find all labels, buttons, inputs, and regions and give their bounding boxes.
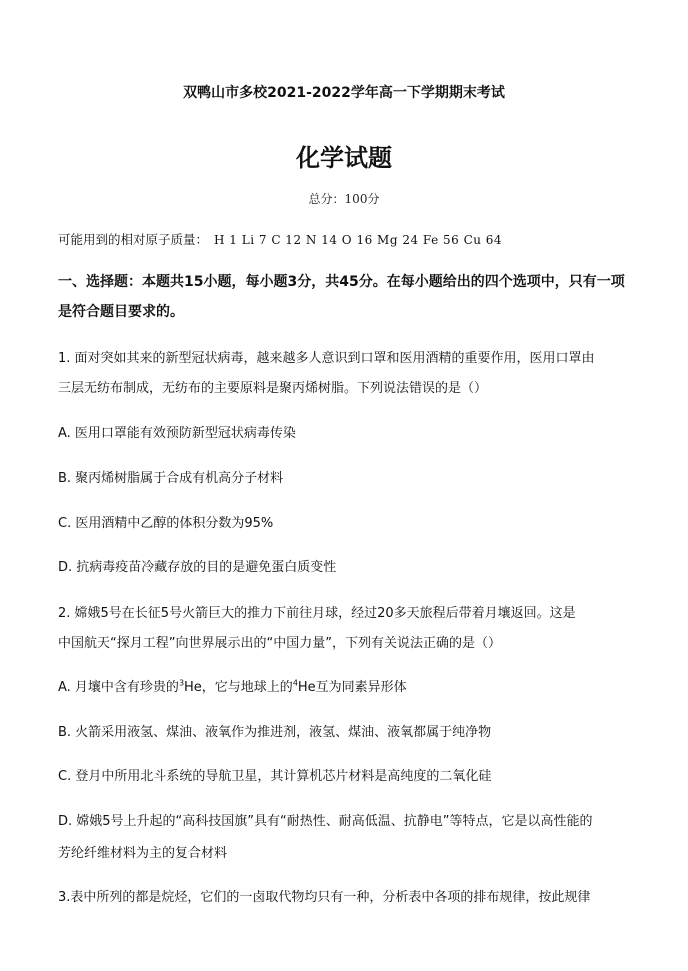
option-a-text-end: He互为同素异形体	[297, 680, 407, 695]
question-2-option-d-line-2: 芳纶纤维材料为主的复合材料	[58, 846, 228, 861]
atomic-masses-line	[58, 230, 638, 248]
exam-title: 双鸭山市多校2021-2022学年高一下学期期末考试	[183, 85, 505, 101]
atomic-masses-values: H 1 Li 7 C 12 N 14 O 16 Mg 24 Fe 56 Cu 64	[214, 233, 503, 247]
total-score: 总分：100分	[308, 192, 380, 206]
question-2-option-d-line-1: D. 嫦娥5号上升起的“高科技国旗”具有“耐热性、耐高低温、抗静电”等特点，它是以高性能的	[58, 814, 593, 829]
exam-subtitle: 化学试题	[296, 144, 392, 172]
question-1-option-a: A. 医用口罩能有效预防新型冠状病毒传染	[58, 426, 296, 441]
question-1-line-2: 三层无纺布制成，无纺布的主要原料是聚丙烯树脂。下列说法错误的是（）	[58, 381, 488, 396]
question-2-option-a	[58, 676, 638, 695]
question-1-option-d: D. 抗病毒疫苗冷藏存放的目的是避免蛋白质变性	[58, 560, 337, 575]
question-1-line-1: 1. 面对突如其来的新型冠状病毒，越来越多人意识到口罩和医用酒精的重要作用，医用口罩由	[58, 351, 595, 366]
option-a-text-middle: He，它与地球上的	[184, 680, 293, 695]
mass-number-3: 3	[178, 678, 185, 688]
question-1-option-b: B. 聚丙烯树脂属于合成有机高分子材料	[58, 471, 284, 486]
question-3-line-1: 3.表中所列的都是烷烃，它们的一卤取代物均只有一种，分析表中各项的排布规律，按此规律	[58, 890, 591, 905]
section-heading-line-1: 一、选择题：本题共15小题，每小题3分，共45分。在每小题给出的四个选项中，只有一项	[58, 274, 625, 290]
question-2-option-c: C. 登月中所用北斗系统的导航卫星，其计算机芯片材料是高纯度的二氧化硅	[58, 769, 492, 784]
option-a-text-start: A. 月壤中含有珍贵的	[58, 680, 179, 695]
mass-number-4: 4	[292, 678, 298, 688]
question-2-line-2: 中国航天“探月工程”向世界展示出的“中国力量”，下列有关说法正确的是（）	[58, 636, 501, 651]
question-2-line-1: 2. 嫦娥5号在长征5号火箭巨大的推力下前往月球，经过20多天旅程后带着月壤返回。这是	[58, 606, 576, 621]
atomic-masses-label: 可能用到的相对原子质量：	[58, 232, 209, 247]
question-2-option-b: B. 火箭采用液氢、煤油、液氧作为推进剂，液氢、煤油、液氧都属于纯净物	[58, 725, 492, 740]
question-1-option-c: C. 医用酒精中乙醇的体积分数为95%	[58, 516, 274, 531]
section-heading-line-2: 是符合题目要求的。	[58, 304, 184, 320]
